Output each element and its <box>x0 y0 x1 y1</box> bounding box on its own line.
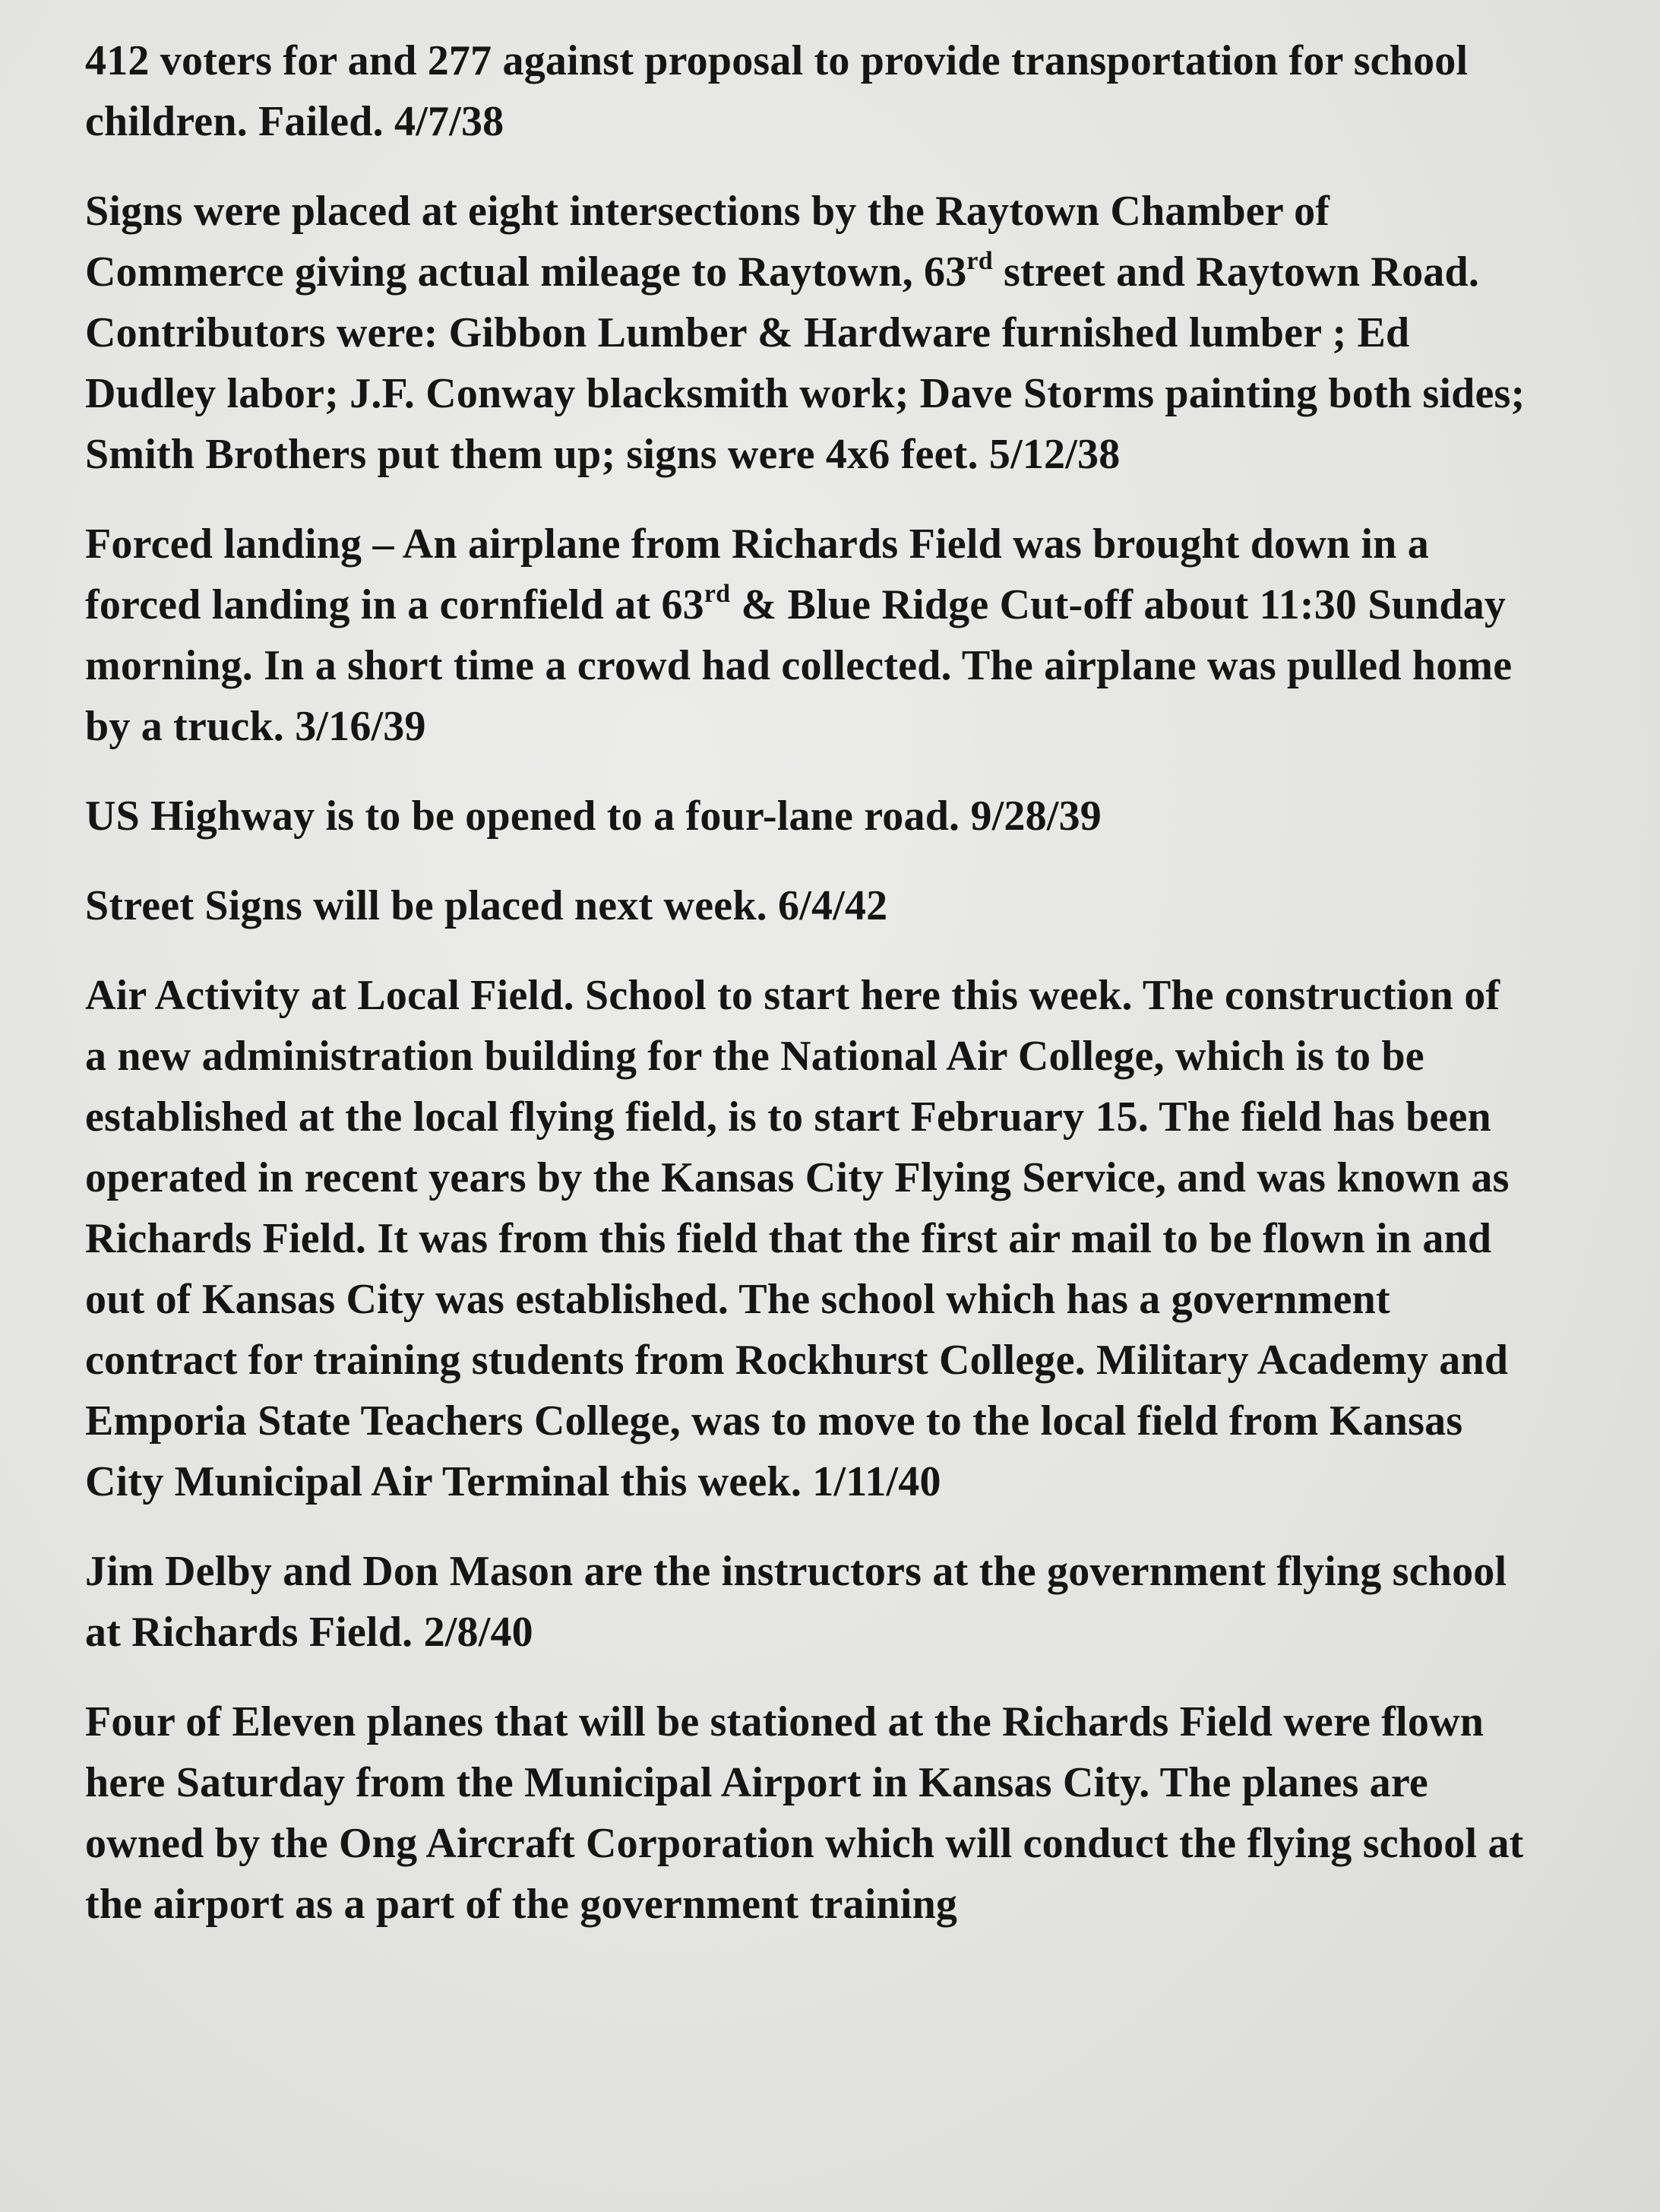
paragraph-us-highway: US Highway is to be opened to a four-lane road. 9/28/39 <box>85 793 1102 840</box>
paragraph-transportation-vote: 412 voters for and 277 against proposal to provide transportation for school children. Failed. 4/7/38 <box>85 37 1469 145</box>
paragraph-text-part: & Blue Ridge Cut-off about 11:30 Sunday morning. In a short time a crowd had collected. The airplane was pulled home by a truck. 3/16/39 <box>85 581 1513 750</box>
paragraph-forced-landing <box>85 514 1531 757</box>
paragraph-text-part: Forced landing – An airplane from Richards Field was brought down in a forced landing in a cornfield at 63 <box>85 521 1429 628</box>
paragraph-planes-arrival: Four of Eleven planes that will be stationed at the Richards Field were flown here Saturday from the Municipal Airport in Kansas City. The planes are owned by the Ong Aircraft Corporation which will conduct the flying school at the airport as a part of the government training <box>85 1698 1524 1928</box>
paragraph-instructors: Jim Delby and Don Mason are the instructors at the government flying school at Richards Field. 2/8/40 <box>85 1548 1507 1656</box>
paragraph-raytown-signs <box>85 181 1531 485</box>
paragraph-street-signs: Street Signs will be placed next week. 6/4/42 <box>85 882 888 929</box>
ordinal-suffix: rd <box>704 580 731 608</box>
paragraph-air-activity: Air Activity at Local Field. School to start here this week. The construction of a new administration building for the National Air College, which is to be established at the local flying field, is to start February 15. The field has been operated in recent years by the Kansas City Flying Service, and was known as Richards Field. It was from this field that the first air mail to be flown in and out of Kansas City was established. The school which has a government contract for training students from Rockhurst College. Military Academy and Emporia State Teachers College, was to move to the local field from Kansas City Municipal Air Terminal this week. 1/11/40 <box>85 972 1510 1505</box>
paragraph-text-part: street and Raytown Road. Contributors were: Gibbon Lumber & Hardware furnished lumber ; Ed Dudley labor; J.F. Conway blacksmith work; Dave Storms painting both sides; Smith Brothers put them up; signs were 4x6 feet. 5/12/38 <box>85 248 1526 478</box>
ordinal-suffix: rd <box>966 247 993 275</box>
paragraph-text-part: Signs were placed at eight intersections by the Raytown Chamber of Commerce giving actual mileage to Raytown, 63 <box>85 188 1330 296</box>
